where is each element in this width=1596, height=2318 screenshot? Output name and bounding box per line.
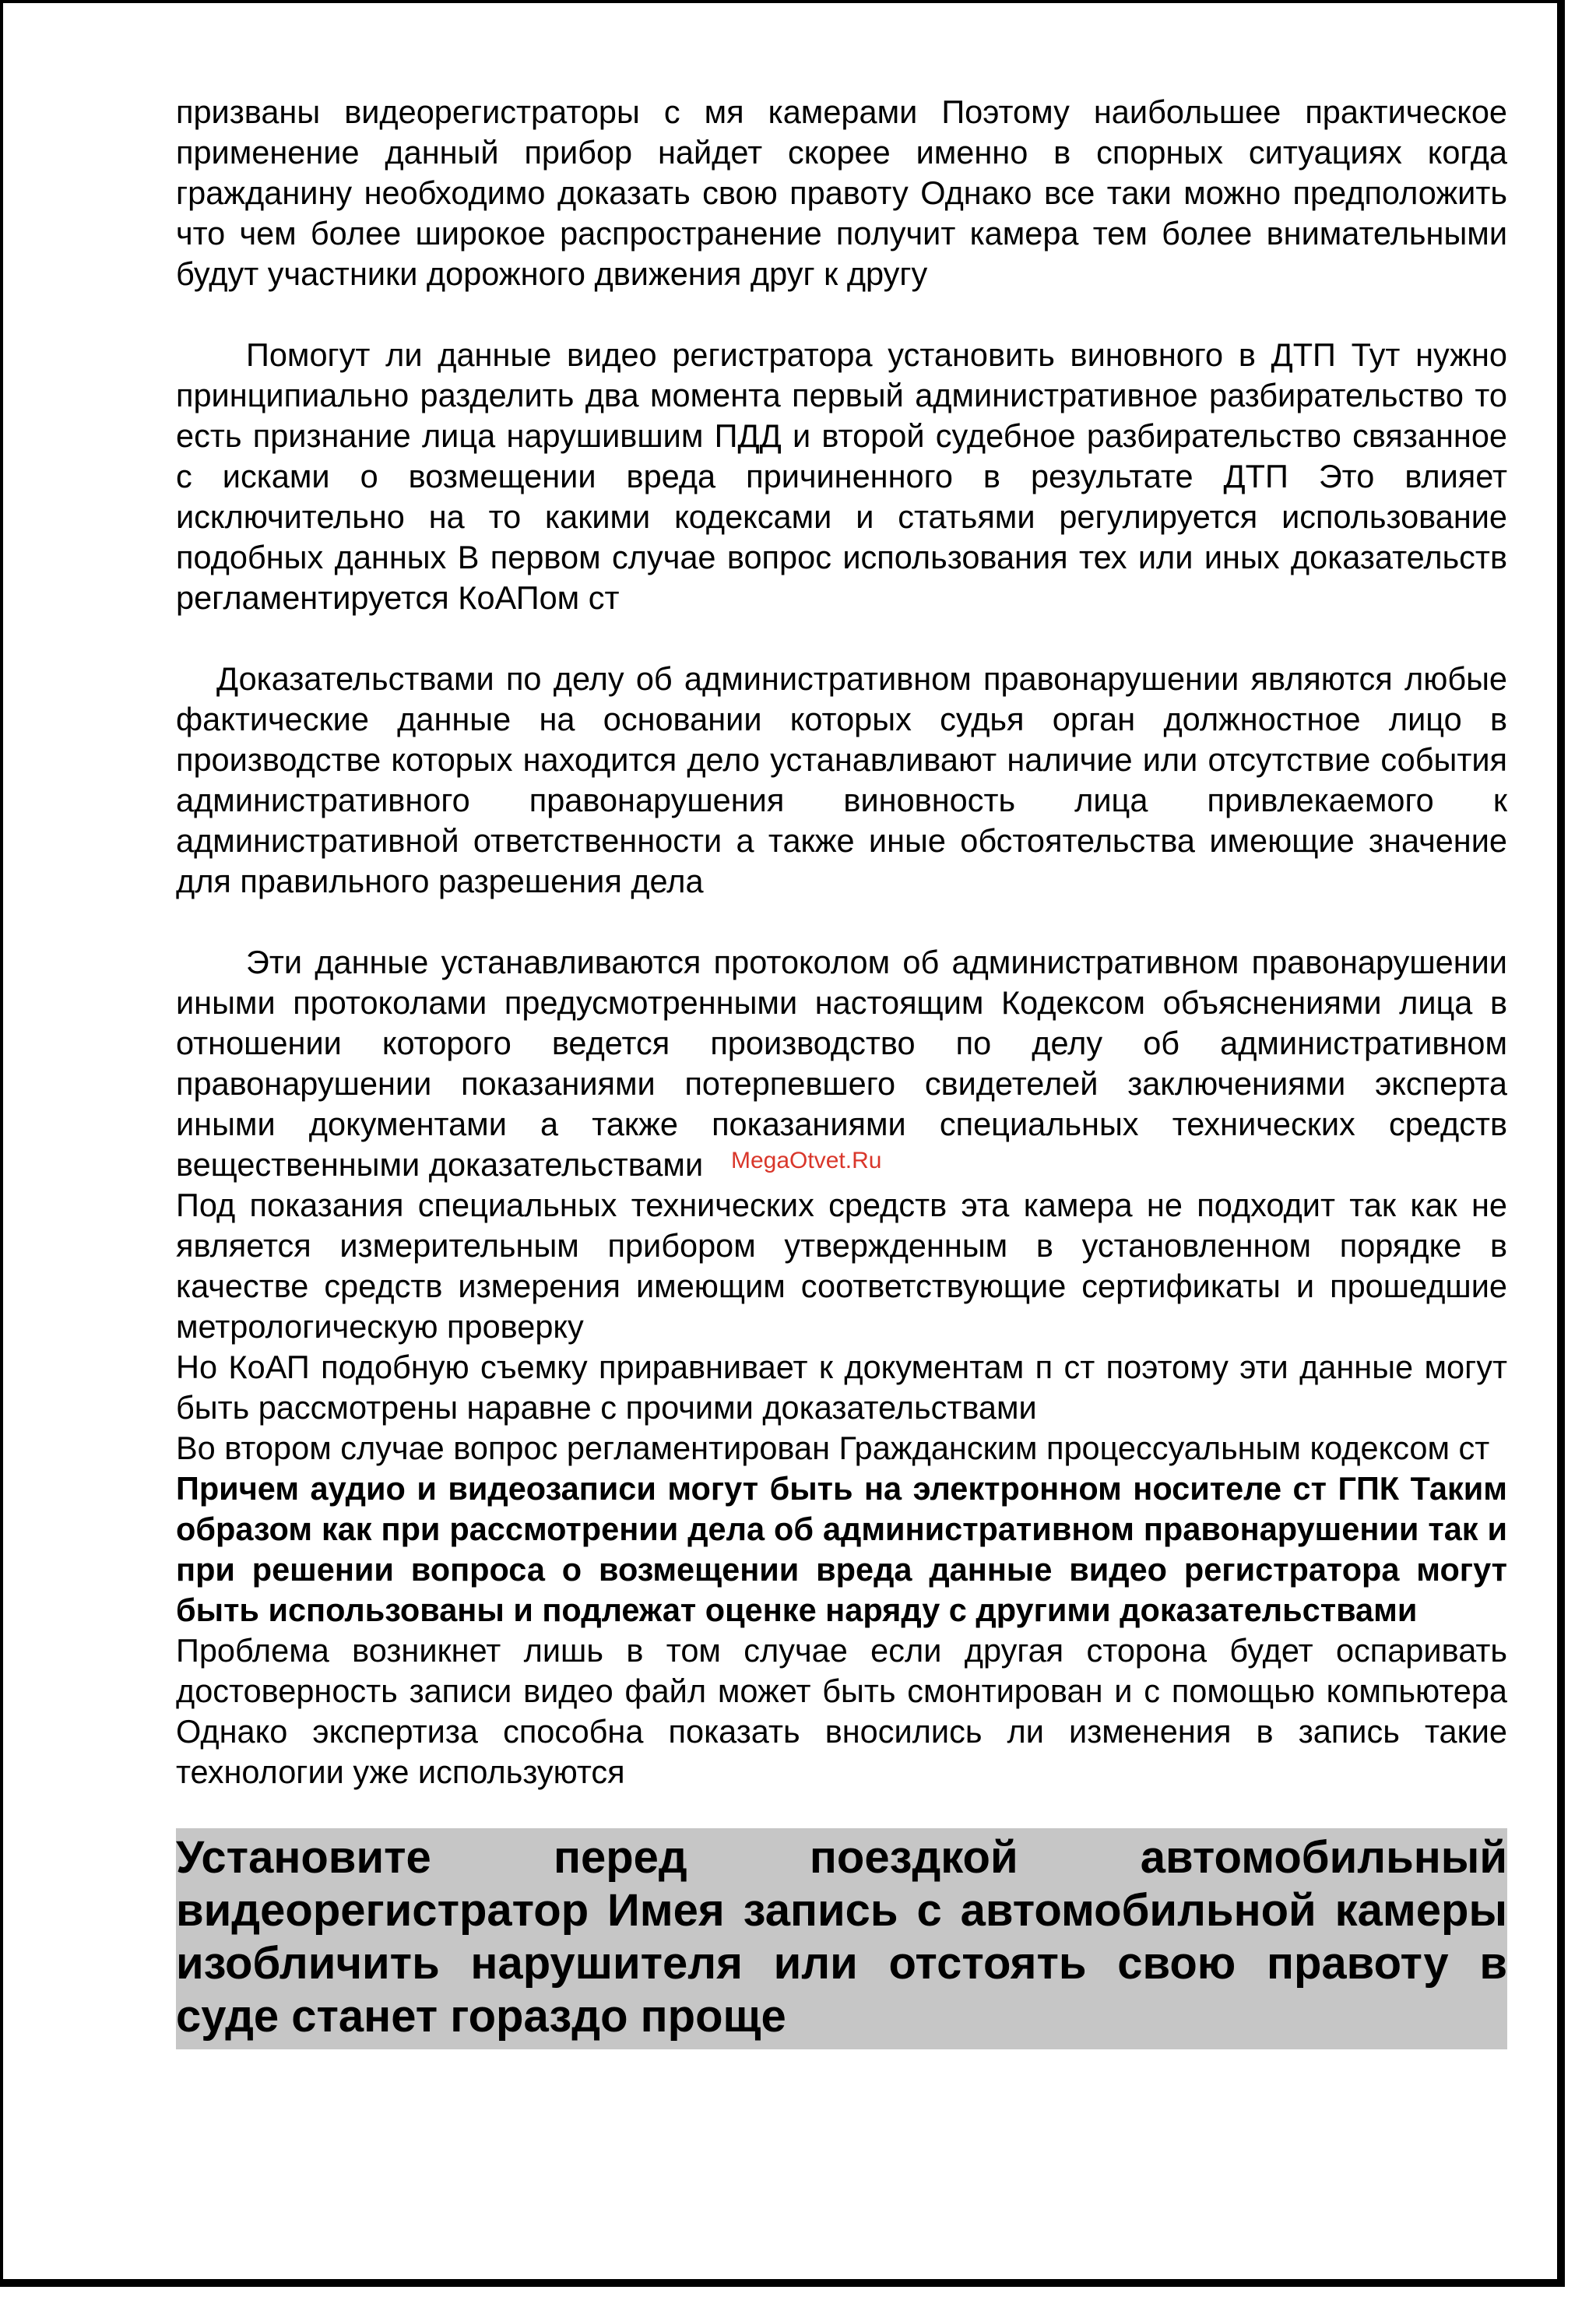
paragraph-4: Эти данные устанавливаются протоколом об административном правонарушении иными протоколами предусмотренными настоящим Кодексом объяснениями лица в отношении которого ведется производство по делу об административном правонарушении показаниями потерпевшего свидетелей заключениями эксперта иными документами а также показаниями специальных технических средств вещественными доказательствами [176, 944, 1507, 1183]
paragraph-5: Под показания специальных технических средств эта камера не подходит так как не является измерительным прибором утвержденным в установленном порядке в качестве средств измерения имеющим соответствующие сертификаты и прошедшие метрологическую проверку [176, 1187, 1507, 1345]
paragraph-8-bold: Причем аудио и видеозаписи могут быть на электронном носителе ст ГПК Таким образом как при рассмотрении дела об административном правонарушении так и при решении вопроса о возмещении вреда данные видео регистратора могут быть использованы и подлежат оценке наряду с другими доказательствами [176, 1470, 1507, 1628]
document-body [176, 92, 1507, 2049]
paragraph-9: Проблема возникнет лишь в том случае если другая сторона будет оспаривать достоверность записи видео файл может быть смонтирован и с помощью компьютера Однако экспертиза способна показать вносились ли изменения в запись такие технологии уже используются [176, 1632, 1507, 1790]
final-highlighted-statement: Установите перед поездкой автомобильный видеорегистратор Имея запись с автомобильной камеры изобличить нарушителя или отстоять свою правоту в суде станет гораздо проще [176, 1828, 1507, 2049]
paragraph-2: Помогут ли данные видео регистратора установить виновного в ДТП Тут нужно принципиально разделить два момента первый административное разбирательство то есть признание лица нарушившим ПДД и второй судебное разбирательство связанное с исками о возмещении вреда причиненного в результате ДТП Это влияет исключительно на то какими кодексами и статьями регулируется использование подобных данных В первом случае вопрос использования тех или иных доказательств регламентируется КоАПом ст [176, 336, 1507, 616]
paragraph-1: призваны видеорегистраторы с мя камерами Поэтому наибольшее практическое применение данный прибор найдет скорее именно в спорных ситуациях когда гражданину необходимо доказать свою правоту Однако все таки можно предположить что чем более широкое распространение получит камера тем более внимательными будут участники дорожного движения друг к другу [176, 93, 1507, 292]
watermark-text: MegaOtvet.Ru [731, 1148, 882, 1173]
paragraph-7: Во втором случае вопрос регламентирован Гражданским процессуальным кодексом ст [176, 1430, 1490, 1466]
paragraph-6: Но КоАП подобную съемку приравнивает к документам п ст поэтому эти данные могут быть рассмотрены наравне с прочими доказательствами [176, 1349, 1507, 1426]
paragraph-3: Доказательствами по делу об административном правонарушении являются любые фактические данные на основании которых судья орган должностное лицо в производстве которых находится дело устанавливают наличие или отсутствие события административного правонарушения виновность лица привлекаемого к административной ответственности а также иные обстоятельства имеющие значение для правильного разрешения дела [176, 660, 1507, 899]
